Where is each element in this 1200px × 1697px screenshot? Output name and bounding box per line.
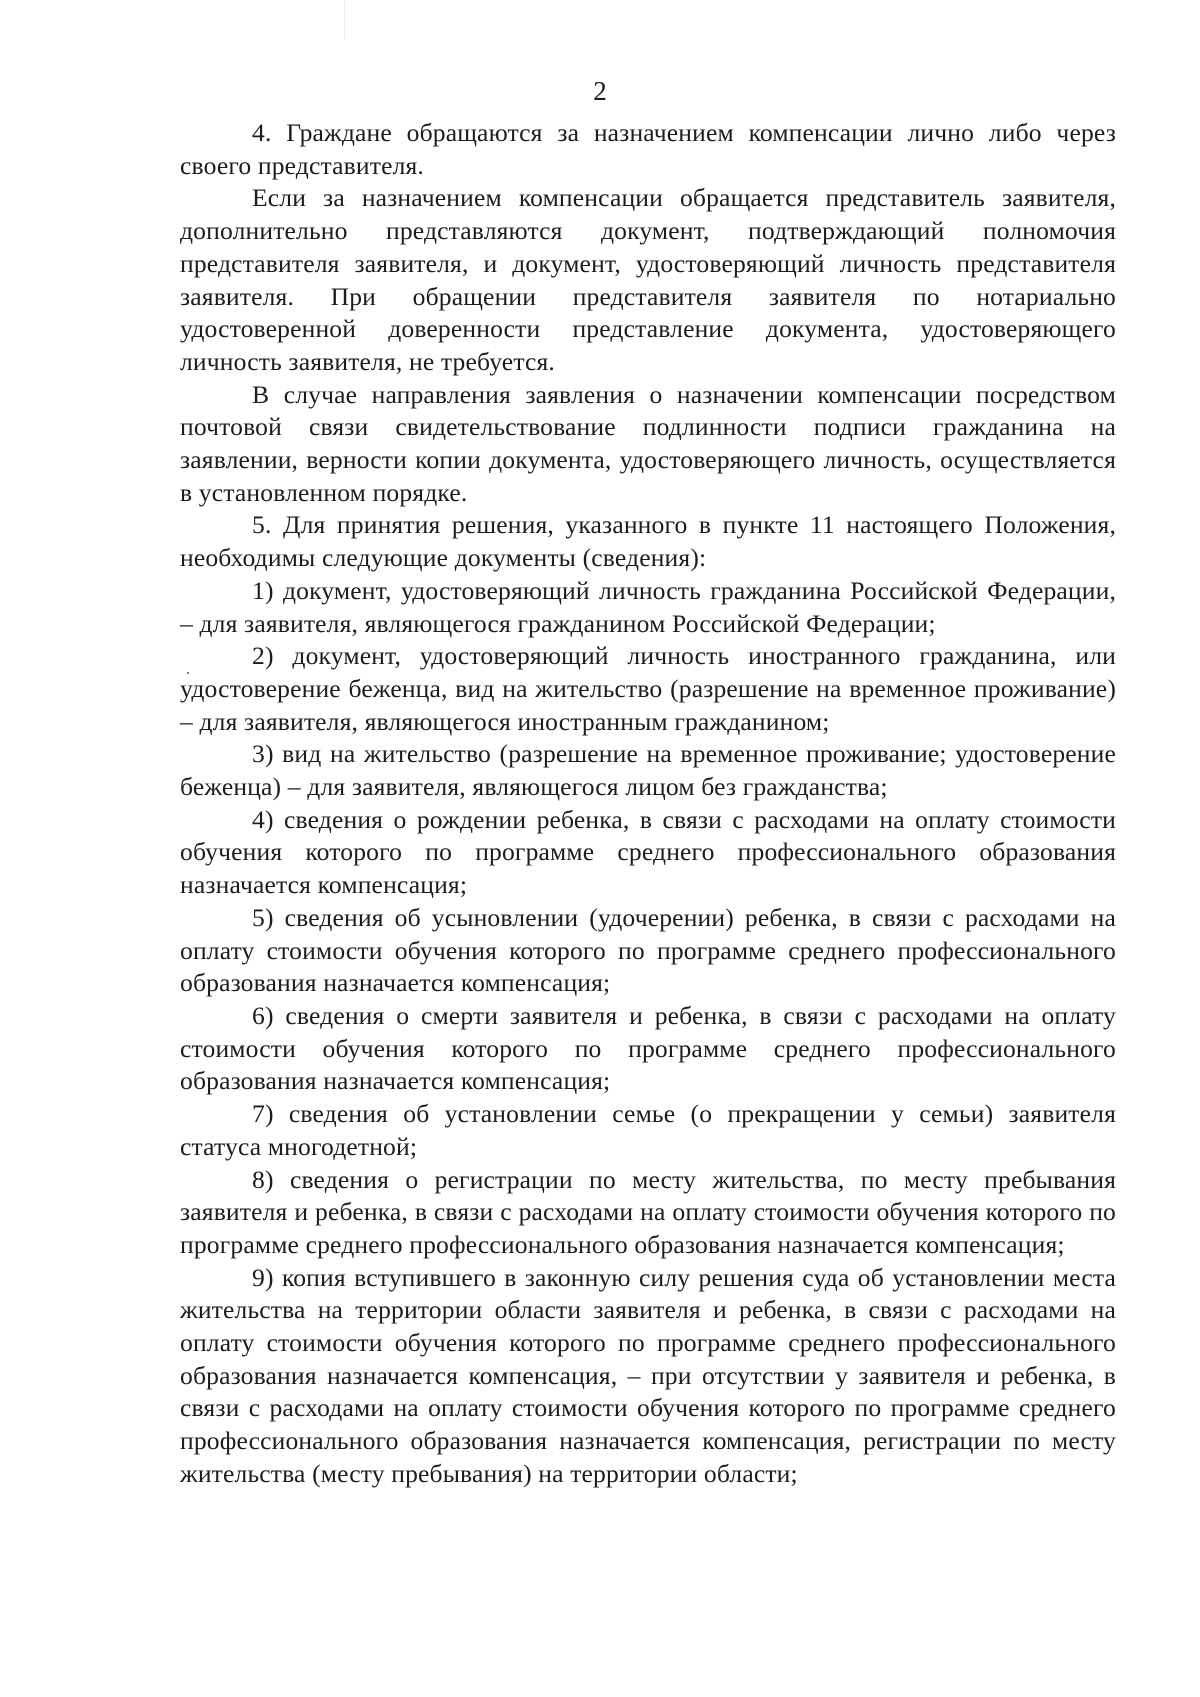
- document-body: [180, 117, 1116, 1491]
- list-item-9: 9) копия вступившего в законную силу решения суда об установлении места жительства на территории области заявителя и ребенка, в связи с расходами на оплату стоимости обучения которого по программе среднего профессионального образования назначается компенсация, – при отсутствии у заявителя и ребенка, в связи с расходами на оплату стоимости обучения которого по программе среднего профессионального образования назначается компенсация, регистрации по месту жительства (месту пребывания) на территории области;: [180, 1262, 1116, 1488]
- list-item-3: 3) вид на жительство (разрешение на временное проживание; удостоверение беженца) – для заявителя, являющегося лицом без гражданства;: [180, 739, 1116, 802]
- paragraph-item-4: 4. Граждане обращаются за назначением компенсации лично либо через своего представителя.: [180, 118, 1116, 180]
- scan-speck: [187, 672, 189, 674]
- list-item-4: 4) сведения о рождении ребенка, в связи с расходами на оплату стоимости обучения которого по программе среднего профессионального образования назначается компенсация;: [180, 804, 1116, 900]
- paragraph-item-5: 5. Для принятия решения, указанного в пункте 11 настоящего Положения, необходимы следующие документы (сведения):: [180, 510, 1116, 573]
- page-number: 2: [593, 76, 607, 106]
- paragraph-representative: Если за назначением компенсации обращается представитель заявителя, дополнительно представляются документ, подтверждающий полномочия представителя заявителя, и документ, удостоверяющий личность представителя заявителя. При обращении представителя заявителя по нотариально удостоверенной доверенности представление документа, удостоверяющего личность заявителя, не требуется.: [180, 183, 1116, 376]
- scan-edge-line: [344, 0, 345, 40]
- list-item-2: 2) документ, удостоверяющий личность иностранного гражданина, или удостоверение беженца, вид на жительство (разрешение на временное проживание) – для заявителя, являющегося иностранным гражданином;: [180, 641, 1116, 736]
- list-item-1: 1) документ, удостоверяющий личность гражданина Российской Федерации, – для заявителя, являющегося гражданином Российской Федерации;: [180, 575, 1116, 638]
- list-item-7: 7) сведения об установлении семье (о прекращении у семьи) заявителя статуса многодетной;: [180, 1099, 1116, 1161]
- paragraph-postal: В случае направления заявления о назначении компенсации посредством почтовой связи свидетельствование подлинности подписи гражданина на заявлении, верности копии документа, удостоверяющего личность, осуществляется в установленном порядке.: [180, 379, 1116, 507]
- list-item-5: 5) сведения об усыновлении (удочерении) ребенка, в связи с расходами на оплату стоимости обучения которого по программе среднего профессионального образования назначается компенсация;: [180, 902, 1116, 998]
- list-item-6: 6) сведения о смерти заявителя и ребенка, в связи с расходами на оплату стоимости обучения которого по программе среднего профессионального образования назначается компенсация;: [180, 1000, 1116, 1096]
- list-item-8: 8) сведения о регистрации по месту жительства, по месту пребывания заявителя и ребенка, в связи с расходами на оплату стоимости обучения которого по программе среднего профессионального образования назначается компенсация;: [180, 1164, 1116, 1259]
